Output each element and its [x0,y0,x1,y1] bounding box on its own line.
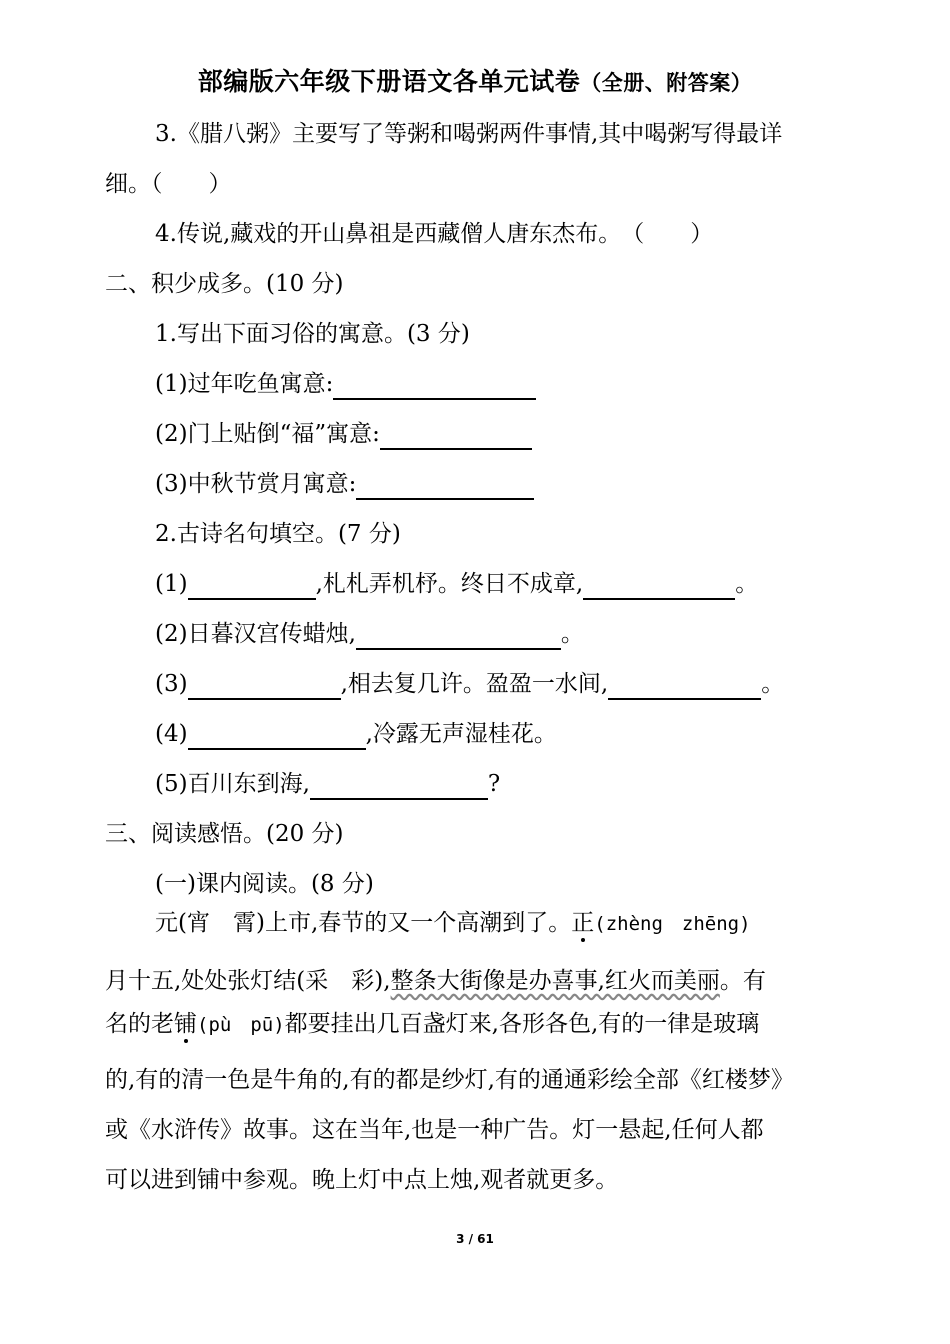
answer-blank[interactable] [583,572,735,600]
page-title [0,62,950,98]
poem-item-5-text: (5)百川东到海, [155,771,310,797]
poem-item-3-label: (3) [155,671,188,697]
habit-item-1 [155,368,536,400]
poem-item-4 [155,718,557,750]
question-3-line1: 3.《腊八粥》主要写了等粥和喝粥两件事情,其中喝粥写得最详 [155,121,783,147]
passage-line-5: 或《水浒传》故事。这在当年,也是一种广告。灯一悬起,任何人都 [105,1117,764,1143]
reading-subheading: (一)课内阅读。(8 分) [155,871,374,897]
wavy-underlined-sentence: 整条大街像是办喜事,红火而美丽 [390,968,720,994]
section-3-heading: 三、阅读感悟。(20 分) [105,821,344,847]
answer-blank[interactable] [188,722,366,750]
poem-item-1 [155,568,758,600]
answer-blank[interactable] [608,672,761,700]
dotted-character: 正 [571,910,595,936]
pinyin-choice: (pù pū) [197,1014,285,1036]
poem-item-3 [155,668,784,700]
title-main: 部编版六年级下册语文各单元试卷 [197,67,581,96]
poem-item-1-text: ,札札弄机杼。终日不成章, [315,571,584,597]
passage-text: 。有 [719,968,766,994]
page-number: 3 / 61 [456,1232,494,1246]
question-4: 4.传说,藏戏的开山鼻祖是西藏僧人唐东杰布。 （ ） [155,221,714,247]
poem-item-4-text: ,冷露无声湿桂花。 [365,721,557,747]
passage-text: 元(宵 霄)上市,春节的又一个高潮到了。 [155,910,572,936]
habit-question-title: 1.写出下面习俗的寓意。(3 分) [155,321,470,347]
passage-line-1 [155,907,751,940]
passage-line-3 [105,1008,759,1041]
poem-question-title: 2.古诗名句填空。(7 分) [155,521,401,547]
poem-item-2 [155,618,584,650]
passage-line-2 [105,965,766,997]
poem-item-4-label: (4) [155,721,188,747]
passage-line-4: 的,有的清一色是牛角的,有的都是纱灯,有的通通彩绘全部《红楼梦》 [105,1067,794,1093]
answer-blank[interactable] [188,572,316,600]
habit-item-3 [155,468,534,500]
poem-item-5-end: ? [487,771,501,797]
poem-item-3-text: ,相去复几许。盈盈一水间, [340,671,609,697]
answer-blank[interactable] [310,772,488,800]
answer-blank[interactable] [333,372,536,400]
passage-text: 月十五,处处张灯结(采 彩), [105,968,391,994]
poem-item-2-text: (2)日暮汉宫传蜡烛, [155,621,356,647]
title-suffix: （全册、附答案） [580,71,753,95]
section-2-heading: 二、积少成多。(10 分) [105,271,344,297]
poem-item-1-label: (1) [155,571,188,597]
habit-item-2 [155,418,532,450]
poem-item-2-end: 。 [560,621,584,647]
question-3-line2: 细。（ ） [105,171,232,197]
poem-item-5 [155,768,500,800]
answer-blank[interactable] [356,622,561,650]
poem-item-1-end: 。 [735,571,759,597]
answer-blank[interactable] [380,422,532,450]
passage-text: 名的老 [105,1011,174,1037]
dotted-character: 铺 [174,1011,197,1037]
answer-blank[interactable] [356,472,534,500]
pinyin-choice: (zhèng zhēng) [594,913,751,935]
habit-item-1-label: (1)过年吃鱼寓意: [155,371,334,397]
passage-line-6: 可以进到铺中参观。晚上灯中点上烛,观者就更多。 [105,1167,619,1193]
poem-item-3-end: 。 [761,671,785,697]
habit-item-3-label: (3)中秋节赏月寓意: [155,471,357,497]
habit-item-2-label: (2)门上贴倒“福”寓意: [155,421,380,447]
answer-blank[interactable] [188,672,341,700]
passage-text: 都要挂出几百盏灯来,各形各色,有的一律是玻璃 [284,1011,760,1037]
